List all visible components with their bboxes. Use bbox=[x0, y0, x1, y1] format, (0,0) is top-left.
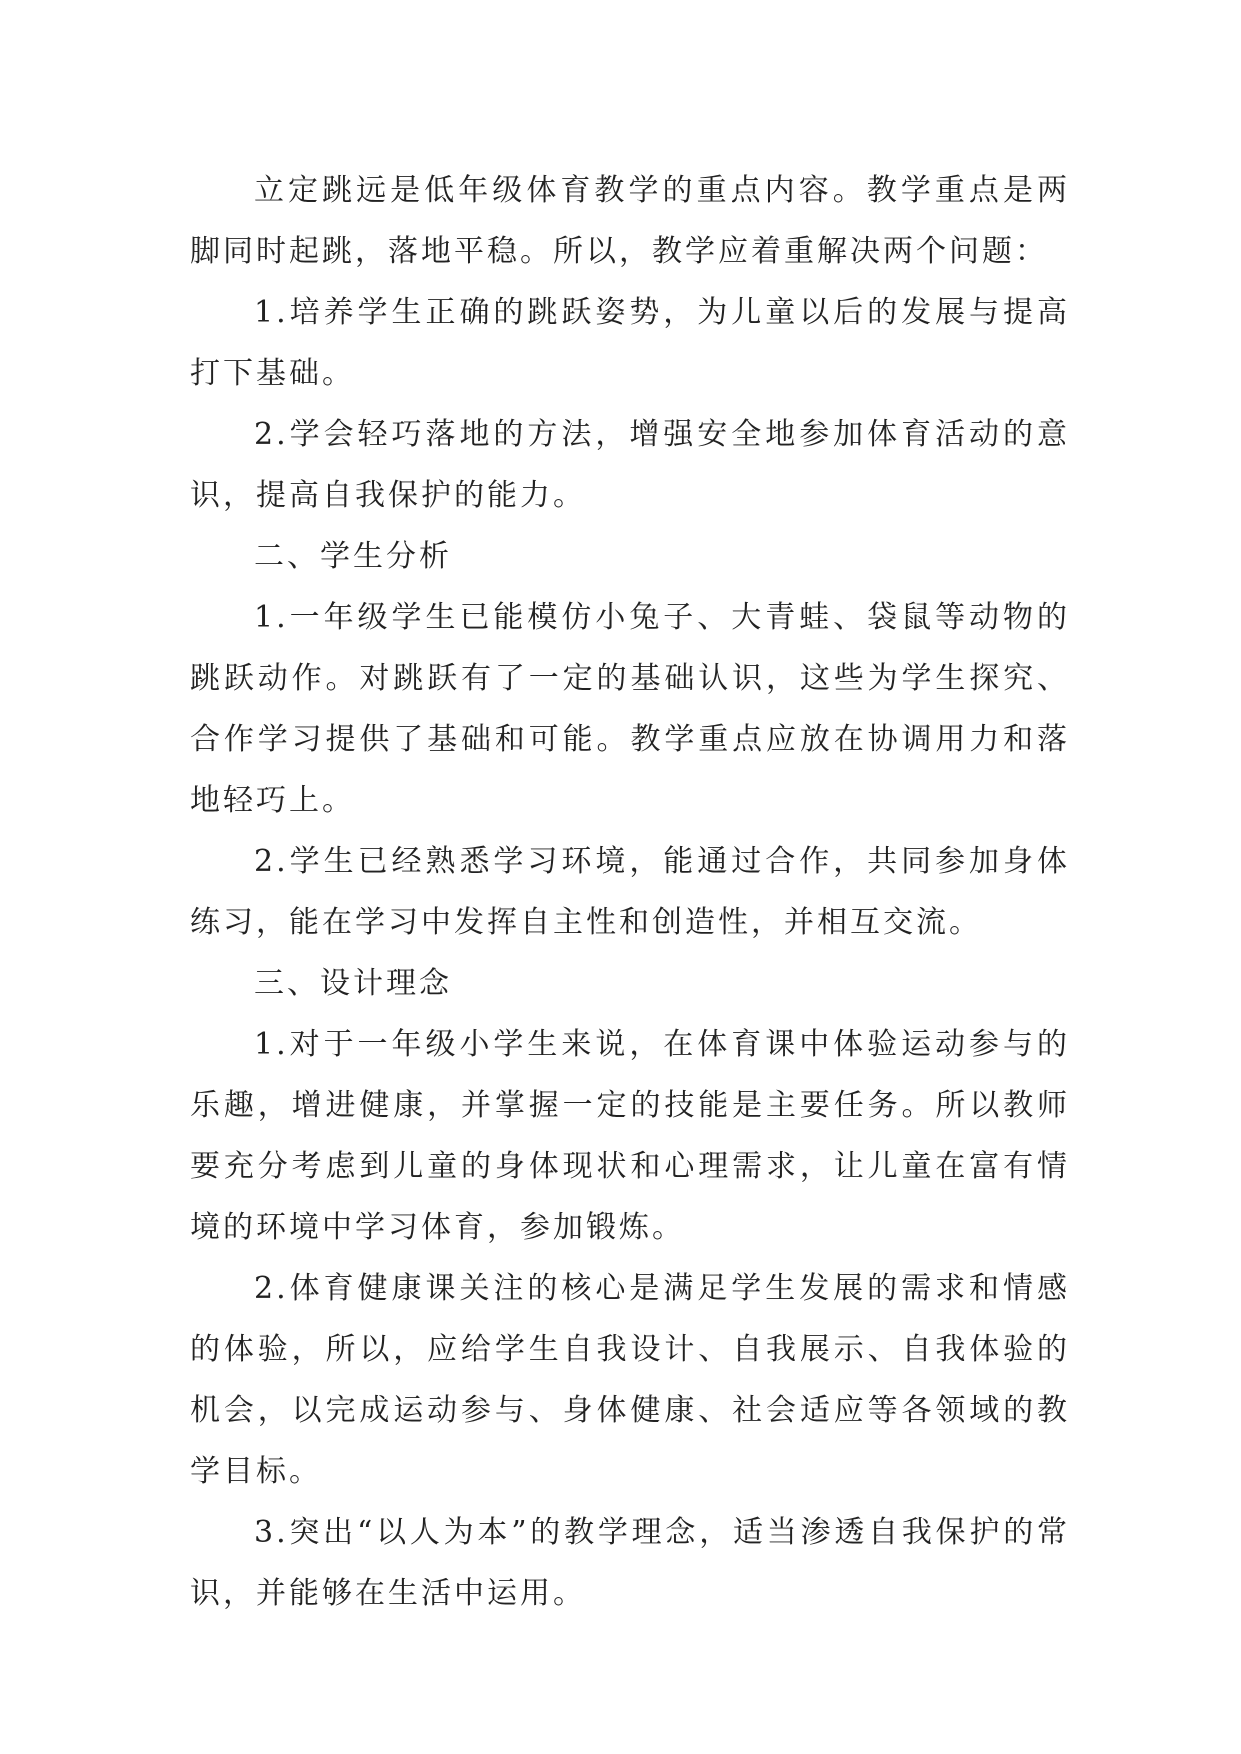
paragraph-item-2: 2.学会轻巧落地的方法，增强安全地参加体育活动的意识，提高自我保护的能力。 bbox=[190, 417, 1070, 513]
paragraph-design-3: 3.突出“以人为本”的教学理念，适当渗透自我保护的常识，并能够在生活中运用。 bbox=[190, 1515, 1070, 1611]
paragraph-design-1: 1.对于一年级小学生来说，在体育课中体验运动参与的乐趣，增进健康，并掌握一定的技能是主要任务。所以教师要充分考虑到儿童的身体现状和心理需求，让儿童在富有情境的环境中学习体育，参加锻炼。 bbox=[190, 1027, 1070, 1245]
document-body bbox=[190, 160, 1070, 1624]
paragraph-student-2: 2.学生已经熟悉学习环境，能通过合作，共同参加身体练习，能在学习中发挥自主性和创造性，并相互交流。 bbox=[190, 844, 1070, 940]
paragraph-student-1: 1.一年级学生已能模仿小兔子、大青蛙、袋鼠等动物的跳跃动作。对跳跃有了一定的基础认识，这些为学生探究、合作学习提供了基础和可能。教学重点应放在协调用力和落地轻巧上。 bbox=[190, 600, 1070, 818]
paragraph-design-2: 2.体育健康课关注的核心是满足学生发展的需求和情感的体验，所以，应给学生自我设计、自我展示、自我体验的机会，以完成运动参与、身体健康、社会适应等各领域的教学目标。 bbox=[190, 1271, 1070, 1489]
section-heading-student-analysis: 二、学生分析 bbox=[254, 539, 452, 574]
section-heading-design-concept: 三、设计理念 bbox=[254, 966, 452, 1001]
paragraph-intro: 立定跳远是低年级体育教学的重点内容。教学重点是两脚同时起跳，落地平稳。所以，教学应着重解决两个问题： bbox=[190, 173, 1070, 269]
paragraph-item-1: 1.培养学生正确的跳跃姿势，为儿童以后的发展与提高打下基础。 bbox=[190, 295, 1070, 391]
